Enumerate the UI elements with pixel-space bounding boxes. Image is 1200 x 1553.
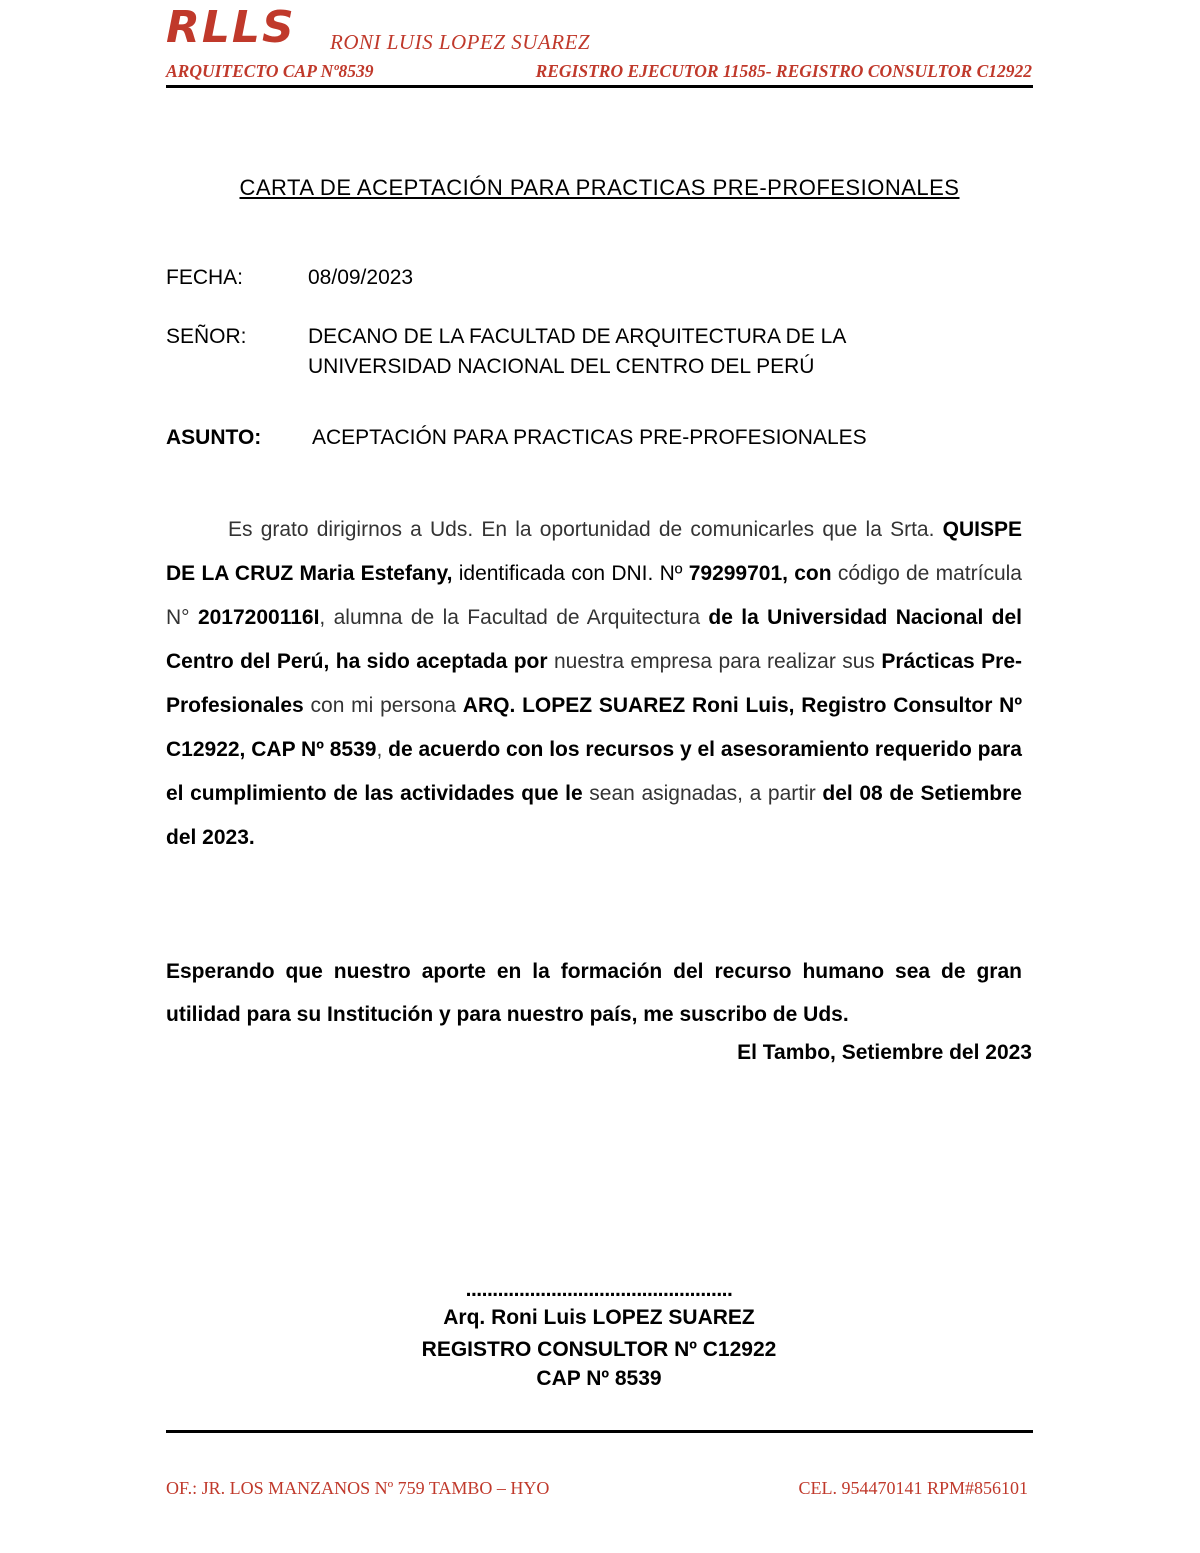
header-cap: ARQUITECTO CAP Nº8539 xyxy=(166,61,374,81)
signature-line: .................................................. xyxy=(465,1278,733,1301)
body-paragraph xyxy=(166,508,1022,860)
header-registry: REGISTRO EJECUTOR 11585- REGISTRO CONSULTOR C12922 xyxy=(535,61,1032,81)
fecha-label: FECHA: xyxy=(166,266,244,289)
practicas-text: Prácticas Pre-Profesionales xyxy=(166,650,1022,717)
footer-rule xyxy=(166,1430,1033,1433)
signature-cap: CAP Nº 8539 xyxy=(536,1367,662,1390)
signature-registry: REGISTRO CONSULTOR Nº C12922 xyxy=(421,1338,777,1361)
header-rule xyxy=(166,85,1033,88)
assigned-text: sean asignadas, a partir xyxy=(582,782,823,805)
faculty-text: , alumna de la Facultad de Arquitectura xyxy=(319,606,709,629)
footer-address: OF.: JR. LOS MANZANOS Nº 759 TAMBO – HYO xyxy=(166,1478,550,1498)
senor-line-2: UNIVERSIDAD NACIONAL DEL CENTRO DEL PERÚ xyxy=(308,355,815,378)
senor-line-1: DECANO DE LA FACULTAD DE ARQUITECTURA DE LA xyxy=(308,325,847,348)
person-credentials: ARQ. LOPEZ SUAREZ Roni Luis, Registro Consultor Nº C12922, CAP Nº 8539 xyxy=(166,694,1022,761)
start-date: del 08 de Setiembre del 2023. xyxy=(166,782,1022,849)
signature-name: Arq. Roni Luis LOPEZ SUAREZ xyxy=(443,1306,755,1329)
enrollment-code: 2017200116I xyxy=(197,606,320,629)
university-text: de la Universidad Nacional del Centro del Perú, ha sido aceptada por xyxy=(166,606,1022,673)
dni-number: 79299701, con xyxy=(688,562,832,585)
person-prefix: con mi persona xyxy=(303,694,463,717)
letter-title: CARTA DE ACEPTACIÓN PARA PRACTICAS PRE-PROFESIONALES xyxy=(239,175,960,200)
intro-text: Es grato dirigirnos a Uds. En la oportunidad de comunicarles que la Srta. xyxy=(228,518,935,541)
student-name: QUISPE DE LA CRUZ Maria Estefany, xyxy=(166,518,1022,585)
footer-phone: CEL. 954470141 RPM#856101 xyxy=(798,1478,1028,1498)
dni-prefix: identificada con DNI. Nº xyxy=(452,562,689,585)
fecha-value: 08/09/2023 xyxy=(308,266,414,289)
code-prefix: código de matrícula N° xyxy=(166,562,1022,629)
asunto-value: ACEPTACIÓN PARA PRACTICAS PRE-PROFESIONALES xyxy=(312,426,867,449)
comma: , xyxy=(376,738,383,761)
company-text: nuestra empresa para realizar sus xyxy=(547,650,882,673)
senor-label: SEÑOR: xyxy=(166,325,247,348)
closing-paragraph: Esperando que nuestro aporte en la formación del recurso humano sea de gran utilidad para su Institución y para nuestro país, me suscribo de Uds. xyxy=(166,960,1022,1026)
logo: RLLS xyxy=(166,2,296,53)
header-name: RONI LUIS LOPEZ SUAREZ xyxy=(330,30,591,54)
asunto-label: ASUNTO: xyxy=(166,426,262,449)
senor-value xyxy=(308,322,846,382)
agreement-text: de acuerdo con los recursos y el asesoramiento requerido para el cumplimiento de las actividades que le xyxy=(166,738,1022,805)
place-date: El Tambo, Setiembre del 2023 xyxy=(737,1041,1032,1064)
